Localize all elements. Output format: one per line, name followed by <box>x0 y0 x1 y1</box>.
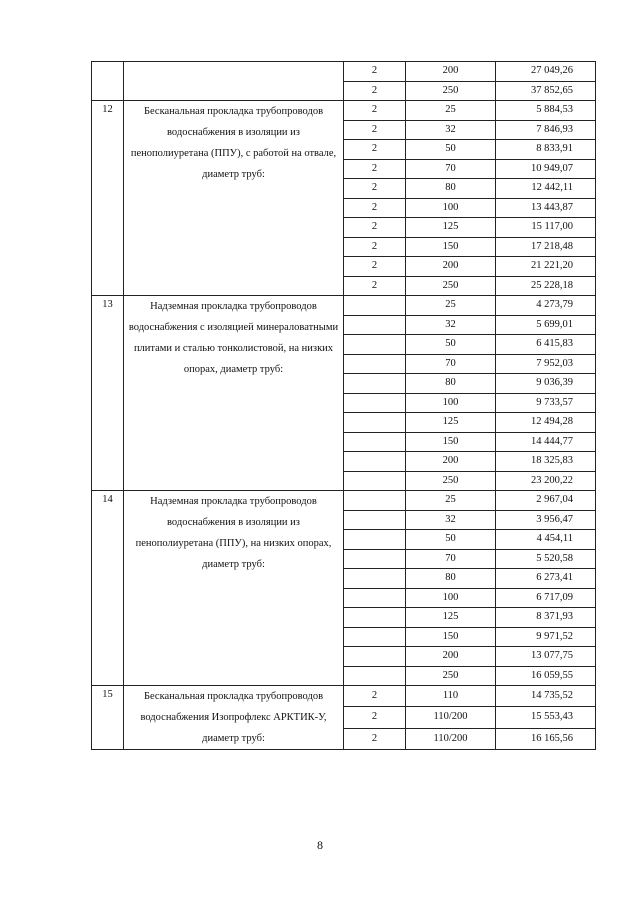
price-cell: 4 273,79 <box>496 296 596 316</box>
price-cell: 25 228,18 <box>496 276 596 296</box>
count-cell <box>344 549 406 569</box>
count-cell: 2 <box>344 179 406 199</box>
diameter-cell: 100 <box>406 198 496 218</box>
diameter-cell: 250 <box>406 666 496 686</box>
count-cell: 2 <box>344 218 406 238</box>
diameter-cell: 110 <box>406 686 496 707</box>
table-row <box>92 101 596 121</box>
diameter-cell: 200 <box>406 647 496 667</box>
count-cell <box>344 315 406 335</box>
table-row <box>92 686 596 707</box>
count-cell: 2 <box>344 120 406 140</box>
row-number-cell: 15 <box>92 686 124 750</box>
count-cell <box>344 510 406 530</box>
diameter-cell: 150 <box>406 237 496 257</box>
price-cell: 12 442,11 <box>496 179 596 199</box>
count-cell <box>344 569 406 589</box>
diameter-cell: 200 <box>406 452 496 472</box>
table-body <box>92 62 596 750</box>
diameter-cell: 25 <box>406 101 496 121</box>
count-cell <box>344 354 406 374</box>
count-cell: 2 <box>344 686 406 707</box>
diameter-cell: 125 <box>406 608 496 628</box>
diameter-cell: 110/200 <box>406 728 496 749</box>
diameter-cell: 70 <box>406 354 496 374</box>
count-cell <box>344 393 406 413</box>
diameter-cell: 50 <box>406 335 496 355</box>
diameter-cell: 80 <box>406 569 496 589</box>
row-name-cell: Бесканальная прокладка трубопроводов водоснабжения Изопрофлекс АРКТИК-У, диаметр труб: <box>124 686 344 750</box>
table-row <box>92 491 596 511</box>
diameter-cell: 200 <box>406 257 496 277</box>
count-cell <box>344 666 406 686</box>
price-cell: 27 049,26 <box>496 62 596 82</box>
price-cell: 16 059,55 <box>496 666 596 686</box>
count-cell <box>344 471 406 491</box>
diameter-cell: 32 <box>406 315 496 335</box>
count-cell <box>344 608 406 628</box>
count-cell: 2 <box>344 257 406 277</box>
diameter-cell: 80 <box>406 179 496 199</box>
count-cell <box>344 627 406 647</box>
price-cell: 6 415,83 <box>496 335 596 355</box>
price-cell: 18 325,83 <box>496 452 596 472</box>
price-cell: 3 956,47 <box>496 510 596 530</box>
price-cell: 5 520,58 <box>496 549 596 569</box>
count-cell <box>344 452 406 472</box>
price-cell: 9 036,39 <box>496 374 596 394</box>
row-number-cell: 14 <box>92 491 124 686</box>
price-cell: 8 371,93 <box>496 608 596 628</box>
price-cell: 23 200,22 <box>496 471 596 491</box>
count-cell <box>344 432 406 452</box>
count-cell <box>344 296 406 316</box>
diameter-cell: 150 <box>406 432 496 452</box>
price-cell: 13 077,75 <box>496 647 596 667</box>
row-number-cell <box>92 62 124 101</box>
price-cell: 7 846,93 <box>496 120 596 140</box>
diameter-cell: 125 <box>406 413 496 433</box>
price-cell: 37 852,65 <box>496 81 596 101</box>
row-number-cell: 13 <box>92 296 124 491</box>
page-number: 8 <box>317 838 323 852</box>
price-cell: 14 444,77 <box>496 432 596 452</box>
diameter-cell: 150 <box>406 627 496 647</box>
price-cell: 4 454,11 <box>496 530 596 550</box>
price-cell: 10 949,07 <box>496 159 596 179</box>
price-cell: 5 884,53 <box>496 101 596 121</box>
count-cell: 2 <box>344 81 406 101</box>
diameter-cell: 25 <box>406 296 496 316</box>
price-cell: 14 735,52 <box>496 686 596 707</box>
count-cell: 2 <box>344 198 406 218</box>
count-cell: 2 <box>344 276 406 296</box>
diameter-cell: 32 <box>406 510 496 530</box>
diameter-cell: 250 <box>406 471 496 491</box>
price-cell: 15 553,43 <box>496 707 596 728</box>
count-cell: 2 <box>344 728 406 749</box>
diameter-cell: 250 <box>406 81 496 101</box>
row-name-cell: Надземная прокладка трубопроводов водоснабжения в изоляции из пенополиуретана (ППУ), на низких опорах, диаметр труб: <box>124 491 344 686</box>
diameter-cell: 50 <box>406 140 496 160</box>
price-cell: 15 117,00 <box>496 218 596 238</box>
count-cell: 2 <box>344 140 406 160</box>
price-table <box>91 61 596 750</box>
count-cell <box>344 647 406 667</box>
table-row <box>92 296 596 316</box>
diameter-cell: 110/200 <box>406 707 496 728</box>
count-cell <box>344 588 406 608</box>
price-cell: 13 443,87 <box>496 198 596 218</box>
diameter-cell: 200 <box>406 62 496 82</box>
diameter-cell: 125 <box>406 218 496 238</box>
count-cell: 2 <box>344 237 406 257</box>
diameter-cell: 100 <box>406 588 496 608</box>
price-cell: 7 952,03 <box>496 354 596 374</box>
diameter-cell: 70 <box>406 549 496 569</box>
price-cell: 9 733,57 <box>496 393 596 413</box>
price-cell: 16 165,56 <box>496 728 596 749</box>
count-cell <box>344 413 406 433</box>
count-cell <box>344 374 406 394</box>
diameter-cell: 50 <box>406 530 496 550</box>
price-cell: 12 494,28 <box>496 413 596 433</box>
diameter-cell: 70 <box>406 159 496 179</box>
count-cell <box>344 335 406 355</box>
row-name-cell: Бесканальная прокладка трубопроводов водоснабжения в изоляции из пенополиуретана (ППУ), с работой на отвале, диаметр труб: <box>124 101 344 296</box>
diameter-cell: 32 <box>406 120 496 140</box>
price-cell: 6 273,41 <box>496 569 596 589</box>
diameter-cell: 25 <box>406 491 496 511</box>
row-number-cell: 12 <box>92 101 124 296</box>
price-cell: 21 221,20 <box>496 257 596 277</box>
price-cell: 17 218,48 <box>496 237 596 257</box>
price-cell: 5 699,01 <box>496 315 596 335</box>
price-cell: 6 717,09 <box>496 588 596 608</box>
diameter-cell: 250 <box>406 276 496 296</box>
price-cell: 8 833,91 <box>496 140 596 160</box>
count-cell <box>344 491 406 511</box>
count-cell: 2 <box>344 707 406 728</box>
row-name-cell <box>124 62 344 101</box>
count-cell <box>344 530 406 550</box>
table-row <box>92 62 596 82</box>
diameter-cell: 80 <box>406 374 496 394</box>
count-cell: 2 <box>344 101 406 121</box>
price-cell: 9 971,52 <box>496 627 596 647</box>
count-cell: 2 <box>344 62 406 82</box>
price-cell: 2 967,04 <box>496 491 596 511</box>
row-name-cell: Надземная прокладка трубопроводов водоснабжения с изоляцией минераловатными плитами и сталью тонколистовой, на низких опорах, диаметр труб: <box>124 296 344 491</box>
diameter-cell: 100 <box>406 393 496 413</box>
count-cell: 2 <box>344 159 406 179</box>
